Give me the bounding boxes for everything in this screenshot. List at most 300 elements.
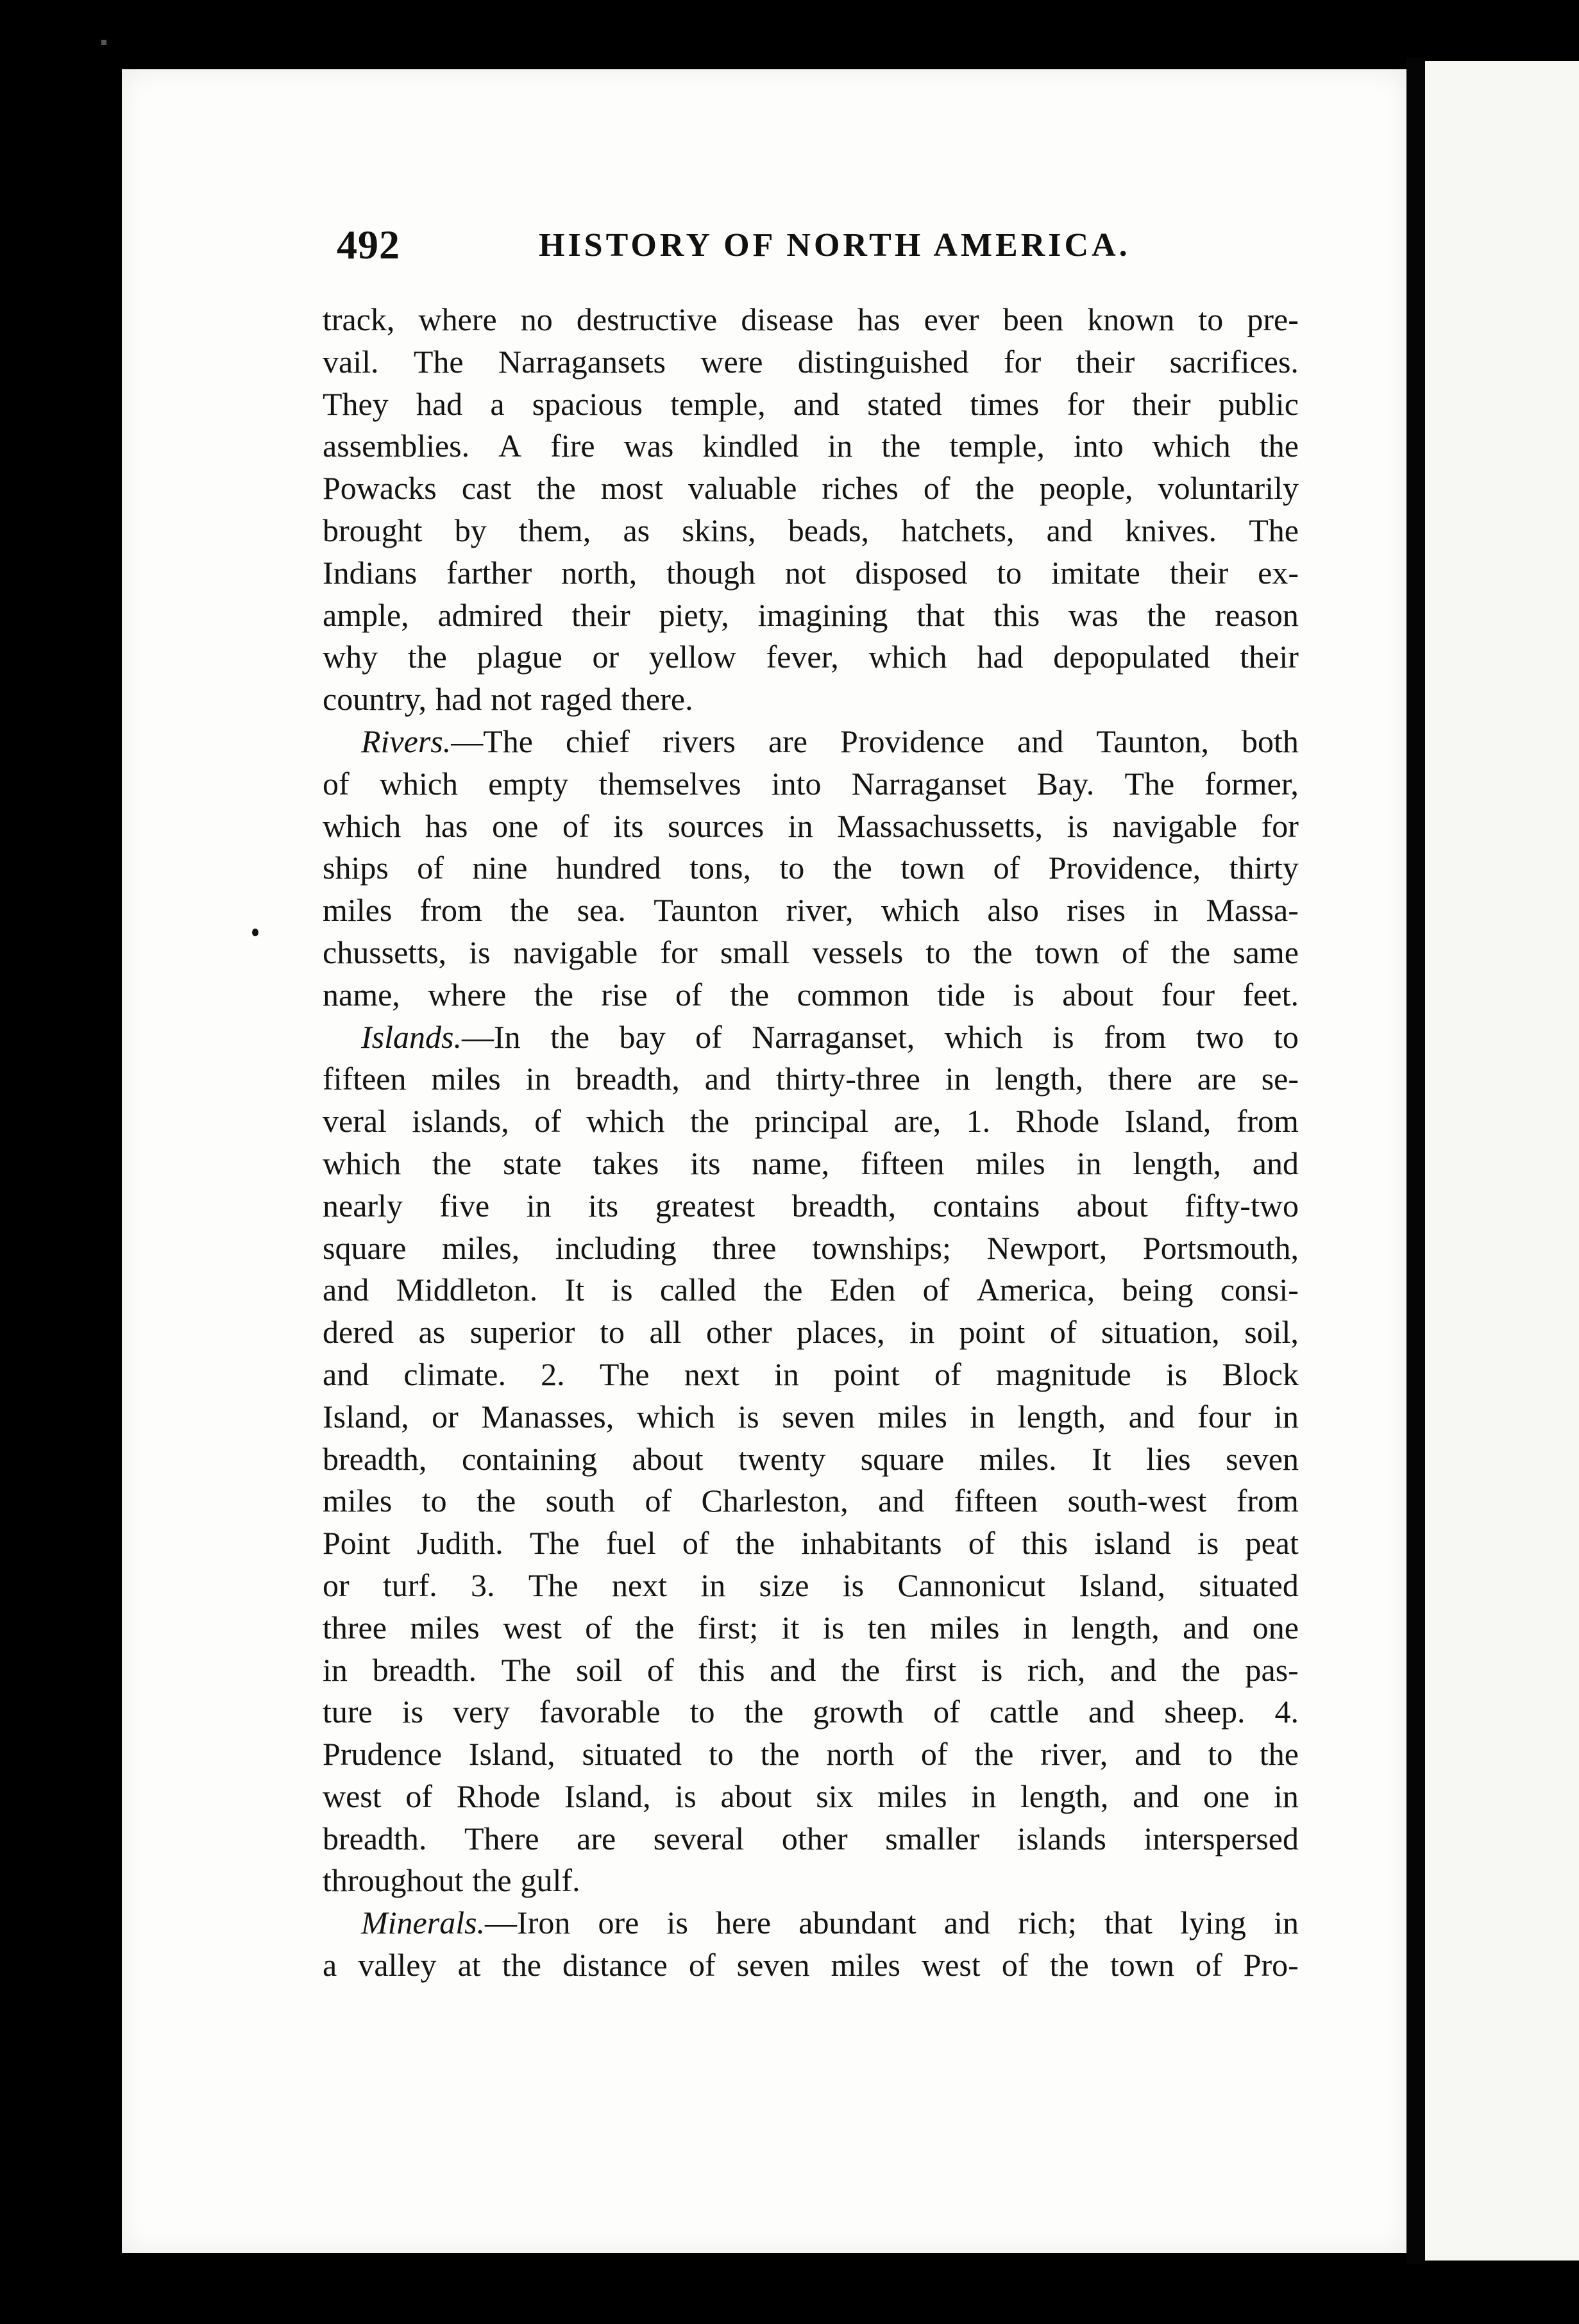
word: pas-	[1245, 1651, 1299, 1688]
word: is	[822, 1609, 845, 1646]
word: the	[536, 470, 576, 507]
word: fifty-two	[1185, 1187, 1299, 1224]
word: miles	[831, 1947, 900, 1983]
word: There	[464, 1820, 539, 1857]
text-line	[323, 383, 1299, 426]
word: ex-	[1258, 554, 1299, 591]
text-line	[323, 1860, 1299, 1902]
word: smaller	[885, 1820, 980, 1857]
word: was	[1068, 596, 1119, 633]
word: rich,	[1027, 1651, 1086, 1688]
word: principal	[754, 1103, 869, 1140]
word: navigable	[512, 934, 638, 970]
word: that	[1104, 1905, 1153, 1941]
word: at	[457, 1947, 481, 1983]
word: north,	[561, 554, 638, 591]
word: first;	[697, 1609, 759, 1646]
word: of	[688, 1947, 716, 1983]
word: of	[534, 1103, 561, 1140]
word: yellow	[648, 639, 736, 675]
word: and	[1110, 1651, 1157, 1688]
word: their	[1240, 639, 1299, 675]
word: river,	[786, 892, 854, 929]
text-line	[323, 425, 1299, 467]
word: thirty-three	[775, 1061, 920, 1097]
text-line	[323, 1016, 1299, 1059]
word: of	[1122, 934, 1149, 970]
word: the	[477, 1483, 516, 1519]
word: Middleton.	[396, 1272, 538, 1308]
word: though	[666, 554, 756, 591]
word: fuel	[605, 1525, 656, 1562]
word: and	[704, 1061, 751, 1097]
text-line	[323, 1269, 1299, 1311]
text-line	[323, 1143, 1299, 1185]
word: miles,	[442, 1229, 520, 1266]
word: of	[585, 1609, 612, 1646]
word: imitate	[1051, 554, 1140, 591]
word: The	[1249, 512, 1299, 548]
word: is	[401, 1694, 424, 1730]
word: country,	[323, 681, 426, 718]
word: lies	[1146, 1440, 1191, 1477]
word: navigable	[1112, 807, 1237, 844]
word: is	[666, 1905, 688, 1941]
word: Powacks	[323, 470, 437, 507]
word: the	[510, 892, 550, 929]
word: is	[611, 1272, 633, 1308]
word: Taunton,	[1096, 723, 1209, 759]
word: west	[323, 1778, 382, 1814]
word: empty	[488, 765, 569, 802]
word: in	[1274, 1905, 1299, 1941]
word: interspersed	[1144, 1820, 1299, 1857]
word: or	[592, 639, 620, 675]
word: Massachussetts,	[837, 807, 1043, 844]
word: called	[659, 1272, 737, 1308]
word: is	[1013, 976, 1034, 1013]
word: islands,	[412, 1103, 509, 1140]
word: for	[1261, 807, 1299, 844]
text-line	[323, 932, 1299, 974]
word: of	[675, 976, 702, 1013]
word: it	[781, 1609, 800, 1646]
word: the	[1170, 934, 1211, 970]
word: pre-	[1247, 301, 1299, 337]
word: Island,	[323, 1398, 409, 1435]
word: Narragansets	[498, 343, 666, 380]
word: which	[379, 765, 459, 802]
word: square	[860, 1440, 945, 1477]
word: most	[600, 470, 663, 507]
text-line	[323, 1565, 1299, 1607]
word: times	[970, 385, 1040, 422]
word: situated	[1199, 1567, 1299, 1603]
word: of	[323, 765, 350, 802]
word: name,	[752, 1145, 830, 1181]
word: beads,	[788, 512, 870, 548]
word: is	[981, 1651, 1003, 1688]
word: cast	[461, 470, 512, 507]
text-line	[323, 1522, 1299, 1565]
word: about	[1062, 976, 1134, 1013]
word: assemblies.	[323, 428, 470, 464]
word: raged	[541, 681, 612, 718]
word: same	[1233, 934, 1299, 970]
word: skins,	[682, 512, 756, 548]
word: tons,	[689, 850, 751, 886]
word: in	[525, 1061, 551, 1097]
word: depopulated	[1053, 639, 1210, 675]
word: The	[529, 1525, 580, 1562]
word: the	[1181, 1651, 1220, 1688]
word: knives.	[1125, 512, 1217, 548]
word: was	[623, 428, 674, 464]
word: sacrifices.	[1169, 343, 1299, 380]
word: Island,	[1124, 1103, 1212, 1140]
word: Rhode	[1015, 1103, 1100, 1140]
word: from	[1236, 1483, 1299, 1519]
word: or	[323, 1567, 350, 1603]
word: the	[974, 1736, 1014, 1772]
word: are	[1197, 1061, 1237, 1097]
word: its	[613, 807, 644, 844]
word: to	[925, 934, 951, 970]
word: vail.	[323, 343, 379, 380]
word: to	[708, 1736, 734, 1772]
word: of	[562, 807, 589, 844]
text-line	[323, 1438, 1299, 1481]
word: which	[586, 1103, 665, 1140]
word: of	[405, 1778, 433, 1814]
word: miles	[877, 1398, 947, 1435]
word: is	[1067, 807, 1088, 844]
word: contains	[933, 1187, 1040, 1224]
word: bay	[619, 1018, 666, 1055]
word: Manasses,	[481, 1398, 614, 1435]
word: three	[712, 1229, 777, 1266]
word: places,	[797, 1314, 885, 1351]
word: A	[498, 428, 522, 464]
word: common	[797, 976, 909, 1013]
word: It	[1092, 1440, 1111, 1477]
word: is	[675, 1778, 697, 1814]
word: as	[623, 512, 650, 548]
word: a	[490, 385, 505, 422]
word: temple,	[949, 428, 1045, 464]
word: next	[684, 1356, 739, 1392]
word: The	[1124, 765, 1175, 802]
word: Charleston,	[701, 1483, 849, 1519]
word: its	[587, 1187, 619, 1224]
text-line	[323, 552, 1299, 594]
word: there.	[621, 681, 693, 718]
word: had	[977, 639, 1024, 675]
word: farther	[446, 554, 532, 591]
word: Island,	[468, 1736, 555, 1772]
word: se-	[1261, 1061, 1299, 1097]
word: the	[730, 976, 770, 1013]
text-line	[323, 1944, 1299, 1987]
text-line	[323, 1354, 1299, 1396]
word: consi-	[1220, 1272, 1299, 1308]
word: Cannonicut	[897, 1567, 1045, 1603]
text-line	[323, 1100, 1299, 1143]
word: seven	[1226, 1440, 1299, 1477]
word: Judith.	[416, 1525, 503, 1562]
word: the	[760, 1736, 800, 1772]
word: is	[1052, 1018, 1074, 1055]
word: which	[636, 1398, 715, 1435]
word: soil	[576, 1651, 623, 1688]
word: west	[922, 1947, 981, 1983]
word: and	[1128, 1398, 1175, 1435]
word: 3.	[471, 1567, 495, 1603]
word: breadth.	[372, 1651, 477, 1688]
text-line	[323, 510, 1299, 552]
word: former,	[1204, 765, 1299, 802]
word: from	[1104, 1018, 1167, 1055]
word: two	[1195, 1018, 1244, 1055]
text-line	[323, 889, 1299, 932]
word: to	[1198, 301, 1224, 337]
word: were	[700, 343, 763, 380]
word: Prudence	[323, 1736, 443, 1772]
word: thirty	[1229, 850, 1299, 886]
word: America,	[976, 1272, 1095, 1308]
word: the	[502, 1947, 541, 1983]
word: temple,	[670, 385, 766, 422]
word: other	[705, 1314, 772, 1351]
word: the	[881, 428, 921, 464]
word: miles.	[979, 1440, 1057, 1477]
word: for	[660, 934, 698, 970]
word: feet.	[1242, 976, 1299, 1013]
word: no	[520, 301, 553, 337]
word: in	[970, 1398, 995, 1435]
word: —Iron	[485, 1905, 571, 1941]
word: of	[645, 1483, 672, 1519]
word: their	[1076, 343, 1135, 380]
word: hundred	[555, 850, 661, 886]
word: takes	[593, 1145, 659, 1181]
word: ample,	[323, 596, 409, 633]
word: containing	[461, 1440, 598, 1477]
text-line	[323, 1058, 1299, 1100]
word: which	[323, 1145, 401, 1181]
word: which	[944, 1018, 1023, 1055]
word: in	[1022, 1609, 1048, 1646]
word: is	[1197, 1525, 1219, 1562]
word: length,	[995, 1061, 1083, 1097]
running-title: HISTORY OF NORTH AMERICA.	[539, 227, 1131, 264]
text-line	[323, 805, 1299, 848]
word: the	[432, 1145, 472, 1181]
text-line	[323, 594, 1299, 637]
word: inhabitants	[801, 1525, 942, 1562]
word: distinguished	[797, 343, 969, 380]
word: from	[419, 892, 482, 929]
word: are	[577, 1820, 616, 1857]
word: the	[744, 1694, 784, 1730]
word: is	[842, 1567, 865, 1603]
text-line	[323, 847, 1299, 889]
word: and	[770, 1651, 816, 1688]
word: are	[768, 723, 807, 759]
word: the	[1259, 428, 1299, 464]
word: greatest	[655, 1187, 756, 1224]
word: They	[323, 385, 389, 422]
word: known	[1087, 301, 1175, 337]
word: rises	[1067, 892, 1126, 929]
text-line	[323, 1185, 1299, 1227]
page-header	[337, 221, 1302, 273]
word: admired	[437, 596, 543, 633]
word: twenty	[738, 1440, 826, 1477]
word: one	[492, 807, 539, 844]
text-line	[323, 1227, 1299, 1270]
text-line	[323, 341, 1299, 383]
word: town	[1110, 1947, 1174, 1983]
word: throughout	[323, 1862, 464, 1899]
section-heading: Islands.	[361, 1018, 462, 1055]
word: distance	[562, 1947, 668, 1983]
word: veral	[323, 1103, 387, 1140]
page-number: 492	[337, 222, 400, 267]
word: in	[827, 428, 853, 464]
book-gutter	[1406, 58, 1425, 2264]
text-line	[323, 1902, 1299, 1944]
word: island	[1094, 1525, 1171, 1562]
text-line	[323, 721, 1299, 763]
word: west	[503, 1609, 562, 1646]
word: the	[1147, 596, 1186, 633]
word: into	[771, 765, 822, 802]
word: in	[1274, 1398, 1299, 1435]
word: riches	[822, 470, 899, 507]
word: in	[1273, 1778, 1299, 1814]
word: superior	[469, 1314, 575, 1351]
word: of	[920, 1736, 948, 1772]
word: ten	[867, 1609, 907, 1646]
word: destructive	[576, 301, 718, 337]
word: miles	[323, 892, 393, 929]
word: and	[878, 1483, 925, 1519]
word: dered	[323, 1314, 394, 1351]
word: for	[1067, 385, 1104, 422]
text-line	[323, 763, 1299, 805]
word: stated	[867, 385, 942, 422]
word: small	[720, 934, 790, 970]
word: of	[417, 850, 444, 886]
word: public	[1218, 385, 1299, 422]
word: favorable	[539, 1694, 661, 1730]
word: of	[1195, 1947, 1222, 1983]
word: in	[945, 1061, 970, 1097]
word: voluntarily	[1158, 470, 1299, 507]
word: rivers	[663, 723, 736, 759]
word: first	[904, 1651, 957, 1688]
word: Bay.	[1036, 765, 1095, 802]
word: of	[923, 470, 950, 507]
word: size	[759, 1567, 809, 1603]
word: disposed	[855, 554, 968, 591]
section-heading-group	[361, 1902, 570, 1944]
section-heading-group	[361, 721, 533, 763]
word: next	[611, 1567, 668, 1603]
word: climate.	[403, 1356, 507, 1392]
word: 1.	[966, 1103, 991, 1140]
word: to	[600, 1314, 625, 1351]
word: kindled	[702, 428, 799, 464]
word: the	[534, 976, 573, 1013]
text-line	[323, 1480, 1299, 1522]
word: in	[526, 1187, 552, 1224]
word: and	[1133, 1778, 1179, 1814]
word: being	[1122, 1272, 1194, 1308]
word: seven	[736, 1947, 810, 1983]
word: of	[922, 1272, 950, 1308]
word: its	[690, 1145, 721, 1181]
text-line	[323, 974, 1299, 1016]
text-line	[323, 1733, 1299, 1776]
word: Pro-	[1243, 1947, 1299, 1983]
word: of	[695, 1018, 722, 1055]
word: south	[545, 1483, 615, 1519]
word: growth	[813, 1694, 904, 1730]
word: this	[698, 1651, 745, 1688]
word: and	[323, 1272, 369, 1308]
word: name,	[323, 976, 400, 1013]
word: turf.	[383, 1567, 437, 1603]
word: Taunton	[654, 892, 759, 929]
word: nine	[472, 850, 528, 886]
word: where	[428, 976, 507, 1013]
word: length,	[1017, 1398, 1106, 1435]
word: 4.	[1274, 1694, 1299, 1730]
word: fifteen	[861, 1145, 945, 1181]
word: to	[1208, 1736, 1233, 1772]
word: had	[416, 385, 463, 422]
word: fifteen	[323, 1061, 407, 1097]
word: sources	[668, 807, 764, 844]
word: six	[816, 1778, 854, 1814]
word: and	[1017, 723, 1064, 759]
word: in	[788, 807, 813, 844]
word: not	[491, 681, 532, 718]
word: reason	[1215, 596, 1299, 633]
word: length,	[1071, 1609, 1160, 1646]
word: of	[682, 1525, 709, 1562]
word: their	[571, 596, 630, 633]
word: —The	[451, 723, 533, 759]
word: valley	[358, 1947, 437, 1983]
word: ships	[323, 850, 389, 886]
word: Eden	[829, 1272, 896, 1308]
word: miles	[930, 1609, 1000, 1646]
word: people,	[1039, 470, 1133, 507]
word: why	[323, 639, 378, 675]
word: here	[716, 1905, 772, 1941]
word: in	[323, 1651, 348, 1688]
word: fifteen	[954, 1483, 1038, 1519]
word: miles	[975, 1145, 1045, 1181]
word: the	[472, 1862, 512, 1899]
word: The	[501, 1651, 552, 1688]
word: rich;	[1018, 1905, 1077, 1941]
word: the	[975, 470, 1015, 507]
word: in	[773, 1356, 799, 1392]
